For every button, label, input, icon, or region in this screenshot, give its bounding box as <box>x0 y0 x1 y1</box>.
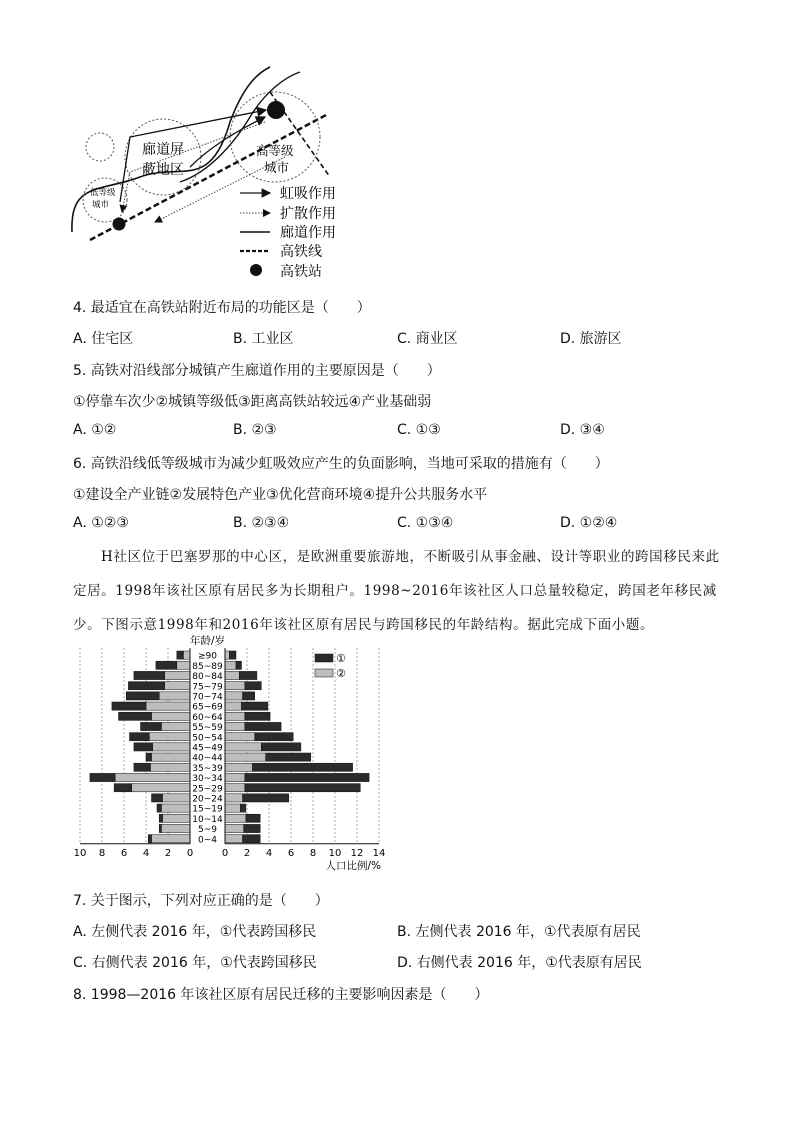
bar-left-2 <box>146 702 190 710</box>
age-label: 5~9 <box>198 825 217 836</box>
bar-left-2 <box>152 835 191 843</box>
bar-left-1 <box>157 804 161 812</box>
legend-siphon: 虹吸作用 <box>280 186 336 202</box>
bar-right-2 <box>225 733 255 741</box>
tick-label: 0 <box>186 847 194 859</box>
q7-option-d[interactable]: D. 右侧代表 2016 年，①代表原有居民 <box>397 955 642 971</box>
tick-label: 12 <box>350 847 364 859</box>
low-city-label-2: 城市 <box>92 200 110 210</box>
bar-left-2 <box>161 722 190 730</box>
age-label: 80~84 <box>192 672 223 683</box>
bar-right-1 <box>245 784 360 792</box>
bar-right-2 <box>225 722 245 730</box>
tick-label: 14 <box>372 847 386 859</box>
bar-left-1 <box>134 763 151 771</box>
bar-left-1 <box>156 661 177 669</box>
bar-left-1 <box>148 835 151 843</box>
legend-swatch-1 <box>315 654 333 662</box>
bar-right-1 <box>245 712 270 720</box>
bar-left-1 <box>134 671 165 679</box>
q5-option-a[interactable]: A. ①② <box>73 422 117 438</box>
bar-left-1 <box>119 712 152 720</box>
bar-left-2 <box>163 814 191 822</box>
bar-right-1 <box>243 835 261 843</box>
age-label: 25~29 <box>192 784 223 795</box>
bar-right-1 <box>242 702 268 710</box>
bar-left-1 <box>159 814 162 822</box>
bar-right-1 <box>240 804 246 812</box>
bar-left-1 <box>177 651 184 659</box>
bar-right-2 <box>225 804 240 812</box>
tick-label: 8 <box>98 847 106 859</box>
bar-right-1 <box>245 773 369 781</box>
bar-right-2 <box>225 712 245 720</box>
legend-label-2: ② <box>336 667 346 680</box>
bar-right-1 <box>246 814 260 822</box>
bar-left-2 <box>115 773 190 781</box>
q7-stem: 7. 关于图示，下列对应正确的是（ ） <box>73 893 329 909</box>
tick-label: 0 <box>221 847 229 859</box>
bar-left-2 <box>149 733 190 741</box>
bar-right-2 <box>225 763 253 771</box>
tick-label: 8 <box>309 847 317 859</box>
legend-swatch-2 <box>315 669 333 677</box>
bar-right-1 <box>253 763 353 771</box>
age-label: 65~69 <box>192 702 223 713</box>
x-axis-label: 人口比例/% <box>325 859 381 872</box>
bar-left-1 <box>152 794 163 802</box>
bar-left-2 <box>159 692 190 700</box>
age-label: 30~34 <box>192 774 223 785</box>
bar-right-1 <box>245 682 261 690</box>
q7-option-b[interactable]: B. 左侧代表 2016 年，①代表原有居民 <box>397 924 641 940</box>
tick-label: 2 <box>164 847 172 859</box>
bar-right-1 <box>229 651 236 659</box>
bar-right-1 <box>236 661 242 669</box>
age-label: 10~14 <box>192 814 223 825</box>
bar-right-2 <box>225 682 245 690</box>
age-label: 35~39 <box>192 763 223 774</box>
q5-option-d[interactable]: D. ③④ <box>560 422 605 438</box>
bar-left-2 <box>161 804 190 812</box>
legend-corridor: 廊道作用 <box>280 225 336 241</box>
bar-right-2 <box>225 651 229 659</box>
bar-right-2 <box>225 784 245 792</box>
bar-left-2 <box>183 651 190 659</box>
bar-right-2 <box>225 671 239 679</box>
q6-option-d[interactable]: D. ①②④ <box>560 515 618 531</box>
bar-left-2 <box>152 712 191 720</box>
age-label: 20~24 <box>192 794 223 805</box>
q6-option-c[interactable]: C. ①③④ <box>397 515 454 531</box>
tick-label: 2 <box>243 847 251 859</box>
siphon-arrow-2 <box>190 117 265 167</box>
bar-right-1 <box>243 794 289 802</box>
bar-right-1 <box>266 753 311 761</box>
bar-left-2 <box>165 682 190 690</box>
bar-left-2 <box>150 763 190 771</box>
low-city-label-1: 低等级 <box>90 188 116 198</box>
high-speed-rail-diagram <box>60 62 360 282</box>
bar-right-2 <box>225 661 236 669</box>
q6-option-a[interactable]: A. ①②③ <box>73 515 129 531</box>
bar-left-1 <box>126 692 159 700</box>
legend-station: 高铁站 <box>280 264 322 280</box>
bar-right-1 <box>261 743 301 751</box>
age-label: 60~64 <box>192 712 223 723</box>
bar-right-2 <box>225 692 243 700</box>
bar-right-2 <box>225 814 246 822</box>
tick-label: 4 <box>142 847 150 859</box>
bar-right-2 <box>225 753 266 761</box>
bar-left-1 <box>90 773 115 781</box>
bar-left-1 <box>130 733 150 741</box>
legend-diffusion: 扩散作用 <box>280 206 336 222</box>
corridor-label-1: 廊道屏 <box>142 142 184 158</box>
bar-left-2 <box>161 824 190 832</box>
tick-label: 10 <box>73 847 87 859</box>
y-axis-label: 年龄/岁 <box>189 635 226 647</box>
bar-left-1 <box>114 784 132 792</box>
legend-rail: 高铁线 <box>280 244 322 260</box>
bar-left-1 <box>141 722 162 730</box>
bar-left-1 <box>112 702 146 710</box>
q5-option-c[interactable]: C. ①③ <box>397 422 441 438</box>
q4-option-a[interactable]: A. 住宅区 <box>73 331 134 347</box>
high-city-label-2: 城市 <box>264 160 290 175</box>
bar-left-1 <box>134 743 153 751</box>
corridor-label-2: 蔽地区 <box>142 162 184 178</box>
bar-right-1 <box>239 671 257 679</box>
bar-right-2 <box>225 702 242 710</box>
bar-left-1 <box>146 753 152 761</box>
bar-left-2 <box>163 794 191 802</box>
tick-label: 6 <box>287 847 295 859</box>
tick-label: 4 <box>265 847 273 859</box>
bar-left-2 <box>153 743 190 751</box>
age-label: 50~54 <box>192 733 223 744</box>
q4-option-d[interactable]: D. 旅游区 <box>560 331 622 347</box>
bar-right-2 <box>225 773 245 781</box>
bar-left-1 <box>159 824 161 832</box>
age-label: 55~59 <box>192 723 223 734</box>
bar-left-2 <box>165 671 190 679</box>
age-label: 15~19 <box>192 804 223 815</box>
high-city-label-1: 高等级 <box>256 143 294 158</box>
bar-right-2 <box>225 743 261 751</box>
tick-label: 6 <box>120 847 128 859</box>
population-pyramid-chart <box>70 632 400 880</box>
age-label: 85~89 <box>192 661 223 672</box>
diagram-legend <box>240 186 336 280</box>
high-city-station <box>267 101 285 119</box>
reading-passage: H社区位于巴塞罗那的中心区，是欧洲重要旅游地，不断吸引从事金融、设计等职业的跨国移民来此定居。1998年该社区原有居民多为长期租户。1998~2016年该社区人口总量较稳定，跨国老年移民减少。下图示意1998年和2016年该社区原有居民与跨国移民的年龄结构。据此完成下面小题。 <box>73 549 720 633</box>
legend-label-1: ① <box>336 652 346 665</box>
bar-left-2 <box>132 784 190 792</box>
q6-option-b[interactable]: B. ②③④ <box>233 515 290 531</box>
bar-right-2 <box>225 794 243 802</box>
q5-items: ①停靠车次少②城镇等级低③距离高铁站较远④产业基础弱 <box>73 394 432 410</box>
age-label: ≥90 <box>198 651 217 662</box>
bar-right-1 <box>255 733 294 741</box>
bar-right-2 <box>225 835 243 843</box>
bar-right-2 <box>225 824 244 832</box>
q4-option-c[interactable]: C. 商业区 <box>397 331 458 347</box>
q5-option-b[interactable]: B. ②③ <box>233 422 277 438</box>
age-label: 45~49 <box>192 743 223 754</box>
bar-left-2 <box>177 661 190 669</box>
small-circle <box>86 133 114 161</box>
q8-stem: 8. 1998—2016 年该社区原有居民迁移的主要影响因素是（ ） <box>73 987 489 1003</box>
tick-label: 10 <box>328 847 342 859</box>
q6-items: ①建设全产业链②发展特色产业③优化营商环境④提升公共服务水平 <box>73 487 488 503</box>
q7-option-c[interactable]: C. 右侧代表 2016 年，①代表跨国移民 <box>73 955 317 971</box>
bar-left-2 <box>152 753 191 761</box>
bar-right-1 <box>244 824 261 832</box>
age-label: 0~4 <box>198 835 217 846</box>
q4-option-b[interactable]: B. 工业区 <box>233 331 294 347</box>
age-label: 70~74 <box>192 692 223 703</box>
q7-option-a[interactable]: A. 左侧代表 2016 年，①代表跨国移民 <box>73 924 317 940</box>
bar-left-1 <box>128 682 164 690</box>
age-label: 40~44 <box>192 753 223 764</box>
q6-stem: 6. 高铁沿线低等级城市为减少虹吸效应产生的负面影响，当地可采取的措施有（ ） <box>73 456 609 472</box>
bar-right-1 <box>243 692 255 700</box>
low-city-station <box>113 218 126 231</box>
age-label: 75~79 <box>192 682 223 693</box>
q5-stem: 5. 高铁对沿线部分城镇产生廊道作用的主要原因是（ ） <box>73 363 441 379</box>
q4-stem: 4. 最适宜在高铁站附近布局的功能区是（ ） <box>73 300 371 316</box>
bar-right-1 <box>245 722 281 730</box>
